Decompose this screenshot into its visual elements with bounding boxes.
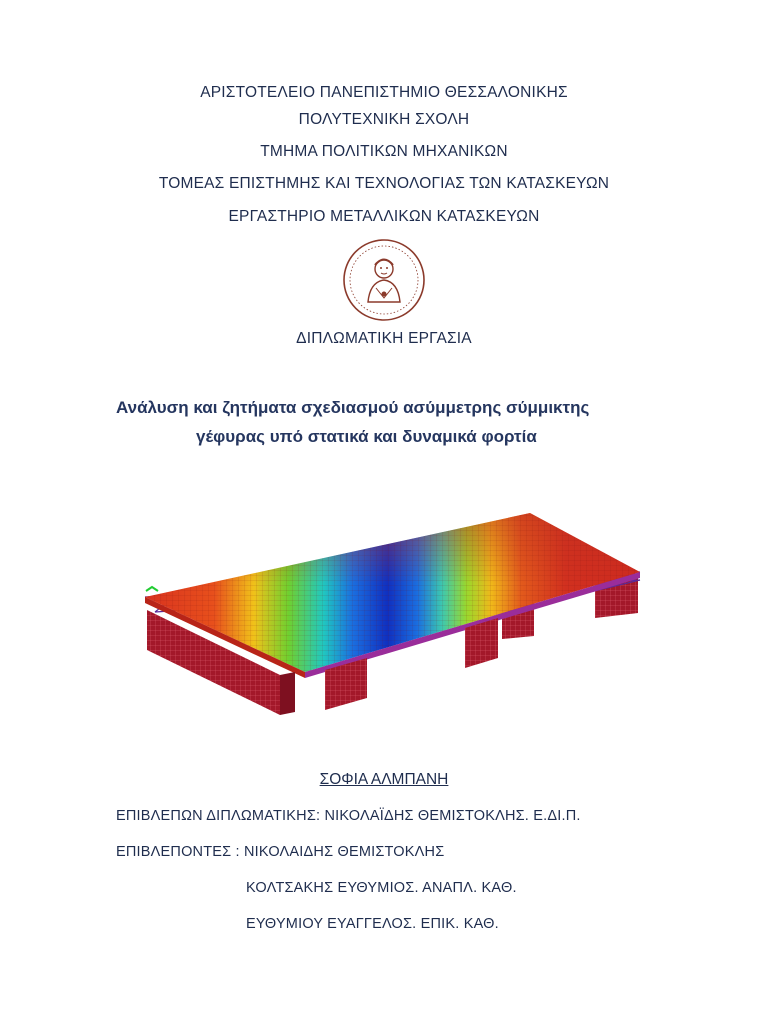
bridge-fem-contour-figure [130,500,645,730]
laboratory-name: ΕΡΓΑΣΤΗΡΙΟ ΜΕΤΑΛΛΙΚΩΝ ΚΑΤΑΣΚΕΥΩΝ [228,208,540,225]
thesis-title-line-1: Ανάλυση και ζητήματα σχεδιασμού ασύμμετρης σύμμικτης [116,398,590,417]
author-name: ΣΟΦΙΑ ΑΛΜΠΑΝΗ [319,771,449,788]
thesis-supervisor: ΕΠΙΒΛΕΠΩΝ ΔΙΠΛΩΜΑΤΙΚΗΣ: ΝΙΚΟΛΑΪΔΗΣ ΘΕΜΙΣΤΟΚΛΗΣ. Ε.ΔΙ.Π. [116,808,581,824]
supervisor-2: ΚΟΛΤΣΑΚΗΣ ΕΥΘΥΜΙΟΣ. ΑΝΑΠΛ. ΚΑΘ. [246,880,517,896]
university-name: ΑΡΙΣΤΟΤΕΛΕΙΟ ΠΑΝΕΠΙΣΤΗΜΙΟ ΘΕΣΣΑΛΟΝΙΚΗΣ [200,84,568,101]
school-name: ΠΟΛΥΤΕΧΝΙΚΗ ΣΧΟΛΗ [298,111,470,128]
thesis-type: ΔΙΠΛΩΜΑΤΙΚΗ ΕΡΓΑΣΙΑ [296,330,472,347]
division-name: ΤΟΜΕΑΣ ΕΠΙΣΤΗΜΗΣ ΚΑΙ ΤΕΧΝΟΛΟΓΙΑΣ ΤΩΝ ΚΑΤΑΣΚΕΥΩΝ [158,175,610,192]
supervisor-3: ΕΥΘΥΜΙΟΥ ΕΥΑΓΓΕΛΟΣ. ΕΠΙΚ. ΚΑΘ. [246,916,499,932]
supervisors-label: ΕΠΙΒΛΕΠΟΝΤΕΣ : ΝΙΚΟΛΑΙΔΗΣ ΘΕΜΙΣΤΟΚΛΗΣ [116,844,445,860]
university-seal-icon [342,238,426,322]
thesis-title-line-2: γέφυρας υπό στατικά και δυναμικά φορτία [196,427,537,446]
department-name: ΤΜΗΜΑ ΠΟΛΙΤΙΚΩΝ ΜΗΧΑΝΙΚΩΝ [260,143,508,160]
